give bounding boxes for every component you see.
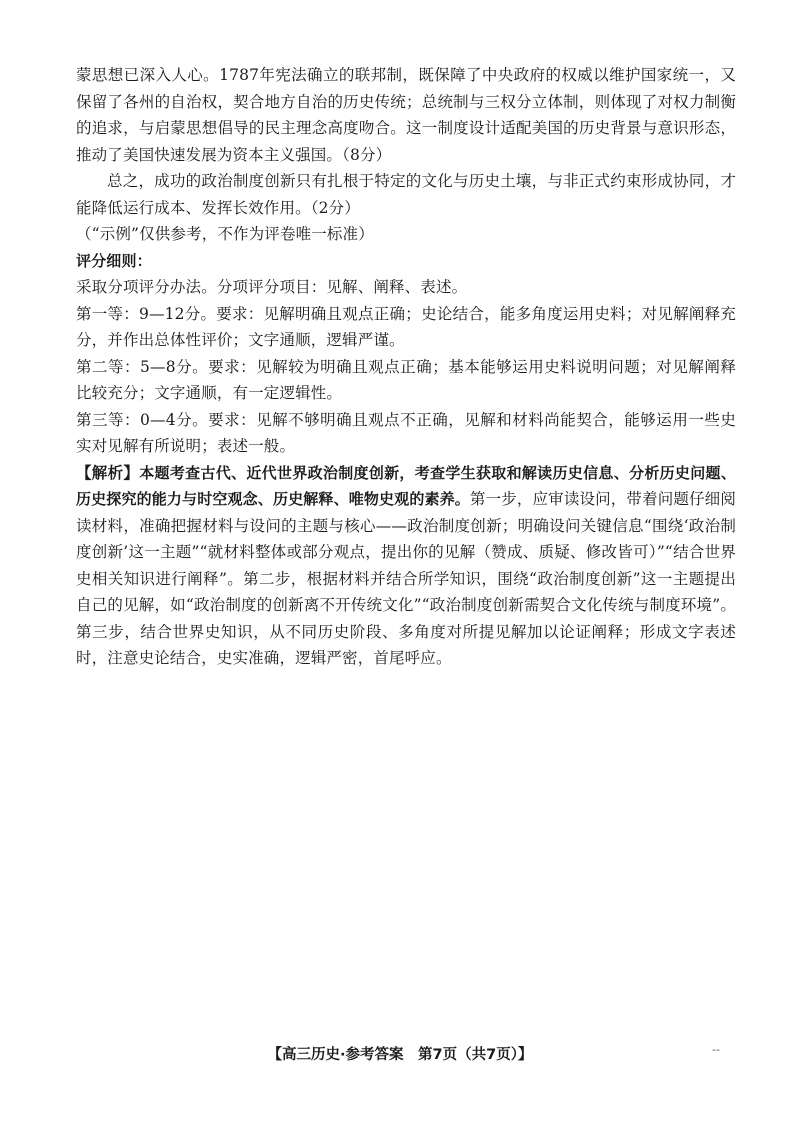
- analysis-body: 第一步，应审读设问，带着问题仔细阅读材料，准确把握材料与设问的主题与核心——政治制度创新；明确设问关键信息“围绕‘政治制度创新’这一主题”“就材料整体或部分观点，提出你的见解（赞成、质疑、修改皆可）”“结合世界史相关知识进行阐释”。第二步，根据材料并结合所学知识，围绕“政治制度创新”这一主题提出自己的见解，如“政治制度的创新离不开传统文化”“政治制度创新需契合文化传统与制度环境”。第三步，结合世界史知识，从不同历史阶段、多角度对所提见解加以论证阐释；形成文字表述时，注意史论结合，史实准确，逻辑严密，首尾呼应。: [76, 490, 736, 667]
- analysis-label: 【解析】: [76, 463, 140, 482]
- scoring-title: 评分细则：: [76, 251, 152, 270]
- answer-paragraph-continued: 蒙思想已深入人心。1787年宪法确立的联邦制，既保障了中央政府的权威以维护国家统一，又保留了各州的自治权，契合地方自治的历史传统；总统制与三权分立体制，则体现了对权力制衡的追求，与启蒙思想倡导的民主理念高度吻合。这一制度设计适配美国的历史背景与意识形态，推动了美国快速发展为资本主义强国。（8分）: [76, 66, 736, 164]
- scoring-grade-2: 第二等：5—8分。要求：见解较为明确且观点正确；基本能够运用史料说明问题；对见解阐释比较充分；文字通顺，有一定逻辑性。: [76, 357, 736, 402]
- answer-conclusion: 总之，成功的政治制度创新只有扎根于特定的文化与历史土壤，与非正式约束形成协同，才能降低运行成本、发挥长效作用。（2分）: [76, 172, 736, 217]
- scoring-grade-1: 第一等：9—12分。要求：见解明确且观点正确；史论结合，能多角度运用史料；对见解阐释充分，并作出总体性评价；文字通顺，逻辑严谨。: [76, 304, 736, 349]
- page-footer: 【高三历史·参考答案 第7页（共7页）】: [267, 1047, 533, 1063]
- scoring-grade-3: 第三等：0—4分。要求：见解不够明确且观点不正确，见解和材料尚能契合，能够运用一些史实对见解有所说明；表述一般。: [76, 410, 736, 455]
- scoring-method: 采取分项评分办法。分项评分项目：见解、阐释、表述。: [76, 278, 468, 296]
- analysis-bold-text: 本题考查古代、近代世界政治制度创新，考查学生获取和解读历史信息、分析历史问题、历史探究的能力与时空观念、历史解释、唯物史观的素养。: [76, 463, 736, 508]
- corner-mark: --: [712, 1043, 720, 1056]
- page-content: [76, 62, 736, 672]
- analysis-paragraph: [76, 460, 736, 672]
- example-note: （“示例”仅供参考，不作为评卷唯一标准）: [76, 225, 374, 243]
